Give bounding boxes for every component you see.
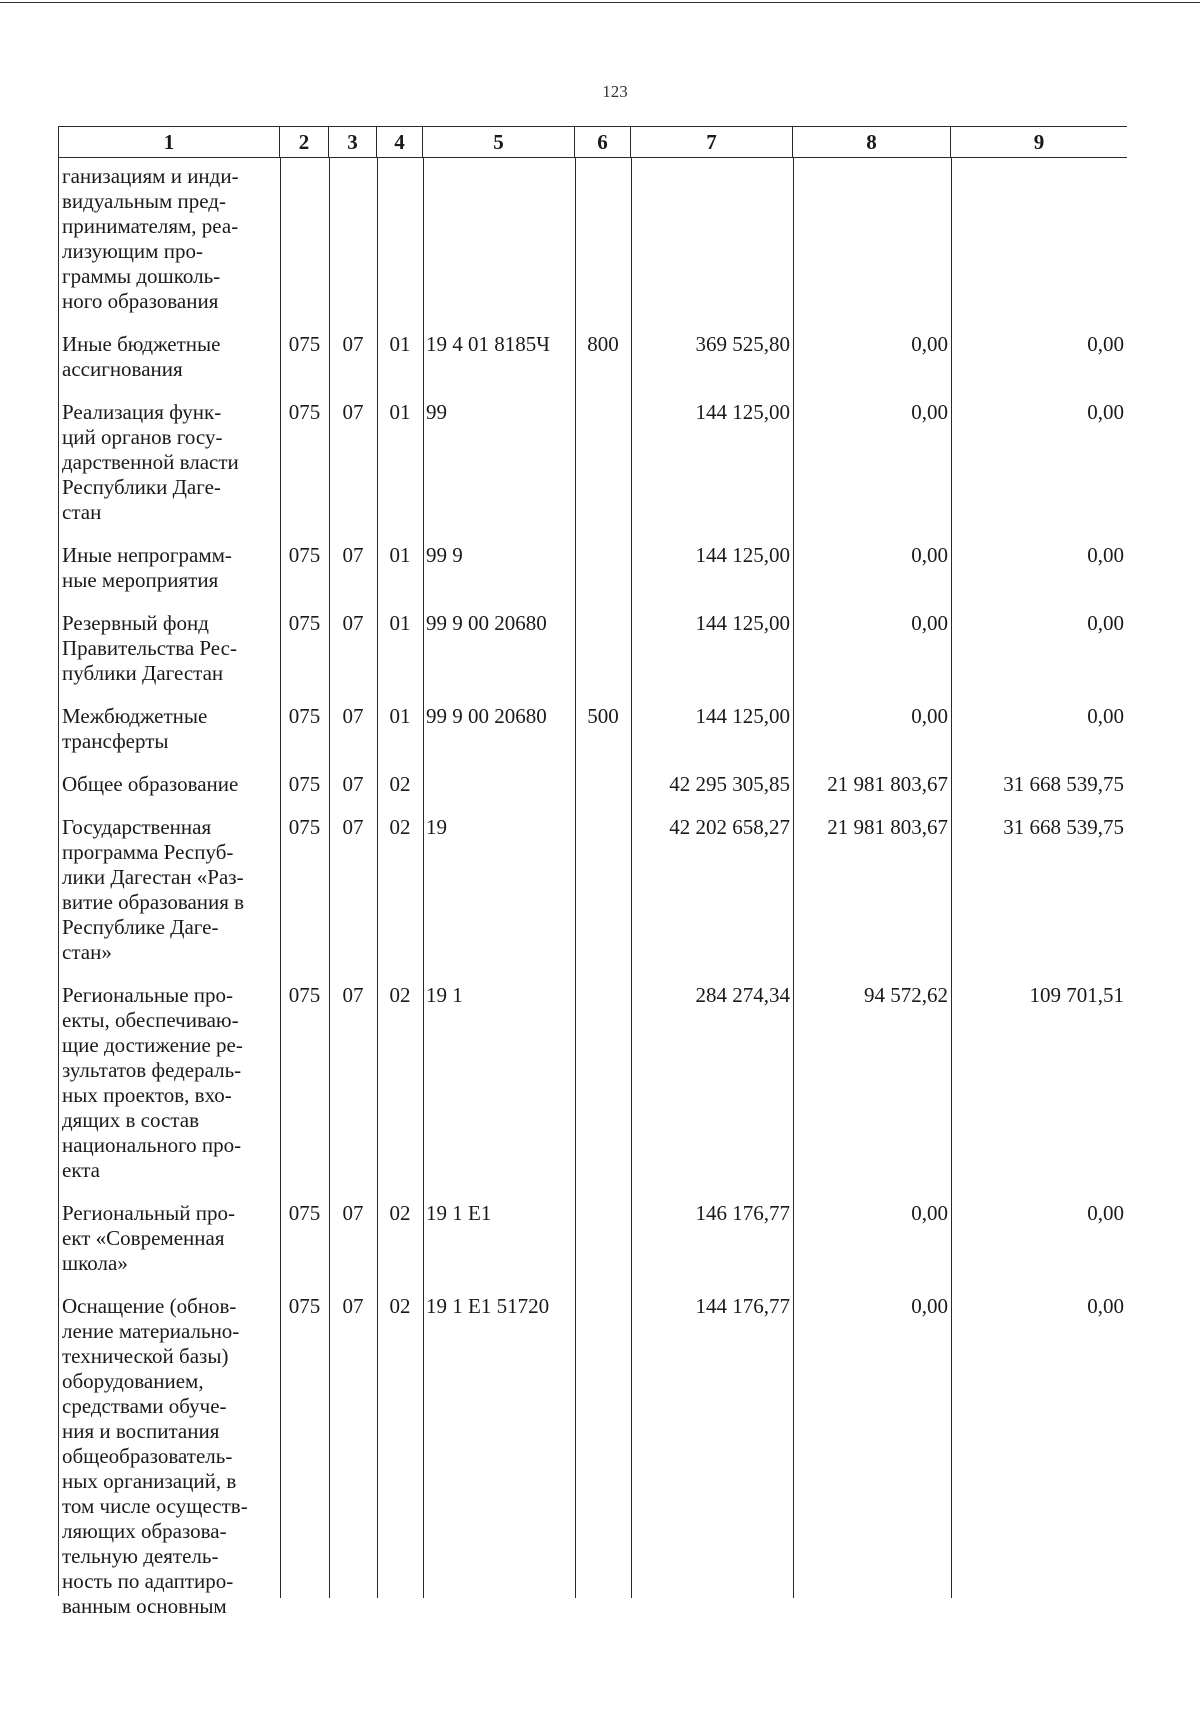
cell-c4: 01	[389, 400, 411, 424]
cell-c5: 19 1 E1	[426, 1201, 492, 1225]
cell-c7	[631, 158, 793, 314]
header-col-2: 2	[280, 127, 329, 157]
cell-c4: 02	[389, 1201, 411, 1225]
cell-c2: 075	[288, 983, 321, 1007]
cell-c6	[575, 607, 631, 686]
header-col-1: 1	[59, 127, 280, 157]
cell-c8: 0,00	[911, 400, 948, 424]
cell-c8: 21 981 803,67	[827, 815, 948, 839]
cell-c3: 07	[342, 1201, 364, 1225]
cell-c6: 800	[587, 332, 619, 356]
row-name: Оснащение (обнов- ление материально- технической базы) оборудованием, средствами обуче- ния и воспитания общеобразователь- ных организаций, в том числе осуществ- ляющих образова- тельную деятель- ность по адаптиро- ванным основным	[62, 1294, 248, 1618]
page-number: 123	[602, 82, 628, 101]
row-name: Иные непрограмм- ные мероприятия	[62, 543, 232, 592]
cell-c6	[575, 158, 631, 314]
cell-c6	[575, 396, 631, 525]
table-row	[59, 811, 1127, 965]
cell-c4: 02	[389, 815, 411, 839]
cell-c6: 500	[587, 704, 619, 728]
cell-c2: 075	[288, 332, 321, 356]
cell-c8: 21 981 803,67	[827, 772, 948, 796]
header-col-8: 8	[793, 127, 951, 157]
table-row	[59, 328, 1127, 382]
cell-c8: 0,00	[911, 1201, 948, 1225]
cell-c9	[951, 158, 1127, 314]
cell-c9: 31 668 539,75	[1003, 815, 1124, 839]
cell-c2: 075	[288, 543, 321, 567]
cell-c9: 31 668 539,75	[1003, 772, 1124, 796]
cell-c7: 146 176,77	[695, 1201, 790, 1225]
cell-c6	[575, 979, 631, 1183]
row-name: Региональные про- екты, обеспечиваю- щие достижение ре- зультатов федераль- ных проектов, вхо- дящих в состав национального про- екта	[62, 983, 243, 1182]
cell-c5: 99 9	[426, 543, 463, 567]
cell-c3: 07	[342, 1294, 364, 1318]
cell-c4: 02	[389, 772, 411, 796]
cell-c9: 0,00	[1087, 1294, 1124, 1318]
cell-c3: 07	[342, 400, 364, 424]
row-name: Межбюджетные трансферты	[62, 704, 208, 753]
cell-c3: 07	[342, 543, 364, 567]
cell-c5: 99 9 00 20680	[426, 611, 547, 635]
cell-c2: 075	[288, 1201, 321, 1225]
cell-c5: 19 4 01 8185Ч	[426, 332, 550, 356]
cell-c6	[575, 1290, 631, 1619]
cell-c6	[575, 1197, 631, 1276]
table-row	[59, 979, 1127, 1183]
cell-c6	[575, 768, 631, 797]
row-name: Региональный про- ект «Современная школа»	[62, 1201, 235, 1275]
table-header	[59, 126, 1127, 158]
cell-c3: 07	[342, 815, 364, 839]
cell-c9: 0,00	[1087, 400, 1124, 424]
row-name: Иные бюджетные ассигнования	[62, 332, 221, 381]
table-row	[59, 700, 1127, 754]
cell-c7: 144 176,77	[695, 1294, 790, 1318]
cell-c3: 07	[342, 983, 364, 1007]
cell-c9: 0,00	[1087, 704, 1124, 728]
header-col-7: 7	[631, 127, 793, 157]
cell-c5	[423, 158, 575, 314]
table-row	[59, 158, 1127, 314]
header-col-4: 4	[377, 127, 423, 157]
cell-c9: 0,00	[1087, 543, 1124, 567]
cell-c2: 075	[288, 772, 321, 796]
table-row	[59, 768, 1127, 797]
cell-c8: 94 572,62	[864, 983, 948, 1007]
row-name: Резервный фонд Правительства Рес- публики Дагестан	[62, 611, 237, 685]
cell-c4: 01	[389, 704, 411, 728]
header-col-6: 6	[575, 127, 631, 157]
cell-c7: 284 274,34	[695, 983, 790, 1007]
cell-c4: 02	[389, 983, 411, 1007]
cell-c7: 144 125,00	[695, 400, 790, 424]
cell-c8	[793, 158, 951, 314]
cell-c5: 19	[426, 815, 447, 839]
cell-c9: 0,00	[1087, 611, 1124, 635]
cell-c3	[329, 158, 377, 314]
cell-c2: 075	[288, 815, 321, 839]
cell-c3: 07	[342, 704, 364, 728]
cell-c2: 075	[288, 1294, 321, 1318]
cell-c5: 99 9 00 20680	[426, 704, 547, 728]
cell-c8: 0,00	[911, 543, 948, 567]
cell-c3: 07	[342, 332, 364, 356]
cell-c7: 144 125,00	[695, 704, 790, 728]
row-name: ганизациям и инди- видуальным пред- принимателям, реа- лизующим про- граммы дошколь- ного образования	[62, 164, 239, 313]
table-row	[59, 1290, 1127, 1619]
cell-c7: 42 295 305,85	[669, 772, 790, 796]
row-name: Государственная программа Респуб- лики Дагестан «Раз- витие образования в Республике Даге- стан»	[62, 815, 245, 964]
cell-c6	[575, 811, 631, 965]
cell-c7: 144 125,00	[695, 611, 790, 635]
cell-c4: 01	[389, 611, 411, 635]
table-body	[59, 158, 1127, 1619]
cell-c2: 075	[288, 611, 321, 635]
table-row	[59, 539, 1127, 593]
cell-c7: 369 525,80	[695, 332, 790, 356]
header-col-5: 5	[423, 127, 575, 157]
cell-c4: 01	[389, 332, 411, 356]
cell-c2: 075	[288, 400, 321, 424]
top-rule	[0, 2, 1200, 3]
row-name: Общее образование	[62, 772, 239, 796]
cell-c9: 109 701,51	[1029, 983, 1124, 1007]
cell-c9: 0,00	[1087, 1201, 1124, 1225]
cell-c3: 07	[342, 611, 364, 635]
cell-c8: 0,00	[911, 611, 948, 635]
cell-c8: 0,00	[911, 332, 948, 356]
cell-c8: 0,00	[911, 1294, 948, 1318]
row-name: Реализация функ- ций органов госу- дарственной власти Республики Даге- стан	[62, 400, 239, 524]
cell-c5	[423, 768, 575, 797]
cell-c4	[377, 158, 423, 314]
cell-c6	[575, 539, 631, 593]
cell-c5: 99	[426, 400, 447, 424]
cell-c3: 07	[342, 772, 364, 796]
table-row	[59, 1197, 1127, 1276]
header-col-9: 9	[1033, 130, 1045, 154]
table-row	[59, 396, 1127, 525]
cell-c5: 19 1	[426, 983, 463, 1007]
cell-c7: 42 202 658,27	[669, 815, 790, 839]
cell-c2: 075	[288, 704, 321, 728]
cell-c8: 0,00	[911, 704, 948, 728]
budget-table	[58, 126, 1127, 1618]
cell-c7: 144 125,00	[695, 543, 790, 567]
header-col-3: 3	[329, 127, 377, 157]
cell-c9: 0,00	[1087, 332, 1124, 356]
cell-c4: 01	[389, 543, 411, 567]
cell-c4: 02	[389, 1294, 411, 1318]
cell-c2	[280, 158, 329, 314]
cell-c5: 19 1 E1 51720	[426, 1294, 550, 1318]
table-row	[59, 607, 1127, 686]
